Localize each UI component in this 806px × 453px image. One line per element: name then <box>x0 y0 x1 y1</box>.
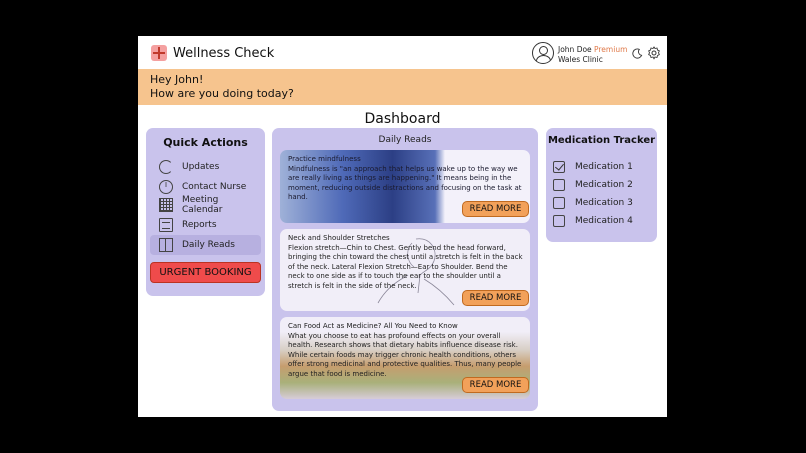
avatar-icon[interactable] <box>532 42 554 64</box>
greeting-line1: Hey John! <box>150 73 204 86</box>
card-text <box>288 234 524 292</box>
book-icon <box>159 238 173 252</box>
report-icon <box>159 218 173 232</box>
app-title: Wellness Check <box>173 46 275 61</box>
quick-action-updates[interactable] <box>150 157 261 177</box>
greeting-banner <box>138 69 667 105</box>
card-body: Flexion stretch—Chin to Chest. Gently bend the head forward, bringing the chin toward the chest until a stretch is felt in the back of the neck. Lateral Flexion Stretch—Ear to Shoulder. Bend the neck to one side as if to touch the ear to the shoulder until a stretch is felt in the side of the neck. <box>288 243 523 290</box>
premium-badge: Premium <box>594 45 628 54</box>
gear-icon[interactable] <box>647 46 661 60</box>
read-card-neck-stretches[interactable] <box>280 229 530 311</box>
urgent-booking-button[interactable]: URGENT BOOKING <box>150 262 261 283</box>
app-screen <box>138 36 667 417</box>
quick-action-meeting-calendar[interactable] <box>150 195 261 215</box>
info-icon <box>159 180 173 194</box>
medication-label: Medication 3 <box>575 198 633 208</box>
card-title: Practice mindfulness <box>288 155 361 163</box>
card-title: Can Food Act as Medicine? All You Need to Know <box>288 322 458 330</box>
card-body: What you choose to eat has profound effects on your overall health. Research shows that dietary habits influence disease risk. While certain foods may trigger chronic health conditions, others offer strong medicinal and protective qualities. Thus, many people argue that food is medicine. <box>288 331 522 378</box>
calendar-icon <box>159 198 173 212</box>
page-title: Dashboard <box>364 111 441 127</box>
moon-icon[interactable] <box>632 48 643 59</box>
quick-action-label: Contact Nurse <box>182 182 247 192</box>
quick-action-label: Reports <box>182 220 217 230</box>
checkbox[interactable] <box>553 179 565 191</box>
medication-label: Medication 2 <box>575 180 633 190</box>
medication-label: Medication 1 <box>575 162 633 172</box>
card-text <box>288 155 524 203</box>
quick-action-contact-nurse[interactable] <box>150 177 261 197</box>
quick-actions-title: Quick Actions <box>163 136 248 149</box>
greeting-line2: How are you doing today? <box>150 87 294 100</box>
quick-actions-panel <box>146 128 265 296</box>
quick-action-reports[interactable] <box>150 215 261 235</box>
daily-reads-title: Daily Reads <box>378 135 432 145</box>
quick-action-label: Daily Reads <box>182 240 235 250</box>
medication-item[interactable] <box>553 214 633 228</box>
checkbox[interactable] <box>553 197 565 209</box>
card-body: Mindfulness is "an approach that helps us wake up to the way we are really living as things are happening." It means being in the moment, reducing outside distractions and focusing on the task at hand. <box>288 164 522 202</box>
quick-action-label: Meeting Calendar <box>182 195 223 215</box>
medication-item[interactable] <box>553 178 633 192</box>
read-card-food-medicine[interactable] <box>280 317 530 399</box>
user-name: John Doe <box>558 45 592 54</box>
medication-tracker-panel <box>546 128 657 242</box>
read-more-button[interactable]: READ MORE <box>462 201 529 217</box>
quick-action-daily-reads[interactable] <box>150 235 261 255</box>
medication-item[interactable] <box>553 196 633 210</box>
quick-action-label: Updates <box>182 162 220 172</box>
read-card-mindfulness[interactable] <box>280 150 530 223</box>
daily-reads-panel <box>272 128 538 411</box>
read-more-button[interactable]: READ MORE <box>462 290 529 306</box>
checkbox-checked[interactable] <box>553 161 565 173</box>
refresh-icon <box>159 160 173 174</box>
read-more-button[interactable]: READ MORE <box>462 377 529 393</box>
card-text <box>288 322 524 380</box>
clinic-name: Wales Clinic <box>558 55 603 64</box>
medication-tracker-title: Medication Tracker <box>547 135 656 146</box>
plus-logo-icon <box>151 45 167 61</box>
card-title: Neck and Shoulder Stretches <box>288 234 390 242</box>
checkbox[interactable] <box>553 215 565 227</box>
medication-item[interactable] <box>553 160 633 174</box>
top-bar <box>138 36 667 69</box>
medication-label: Medication 4 <box>575 216 633 226</box>
